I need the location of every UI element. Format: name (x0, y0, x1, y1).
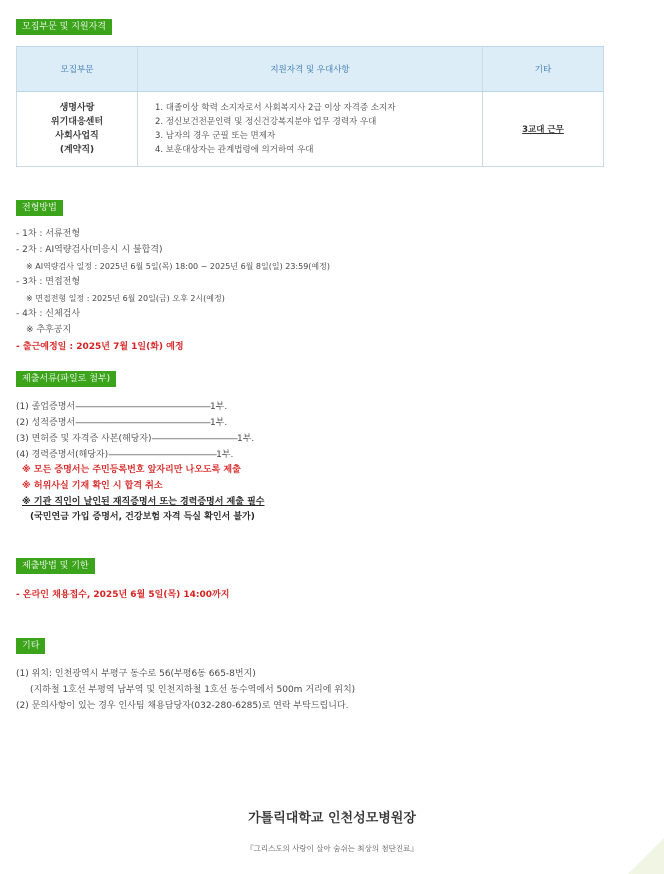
process-step-4-note: ※ 추후공지 (26, 325, 72, 335)
hospital-director-title: 가톨릭대학교 인천성모병원장 (248, 811, 416, 826)
recruit-table (16, 46, 604, 167)
requirement-item: 4. 보훈대상자는 관계법령에 의거하여 우대 (155, 145, 314, 155)
requirement-item: 3. 남자의 경우 군필 또는 면제자 (155, 131, 276, 141)
table-row (17, 92, 604, 167)
section-title-documents: 제출서류(파일로 첨부) (16, 371, 116, 387)
requirement-item: 2. 정신보건전문인력 및 정신건강복지분야 업무 경력자 우대 (155, 117, 377, 127)
department-cell (17, 92, 138, 167)
process-step-1: - 1차 : 서류전형 (16, 229, 81, 239)
document-count: 1부. (209, 418, 228, 428)
corner-leaf-decoration (620, 824, 664, 874)
document-item (16, 448, 233, 463)
document-leader: -------------------------------------- (151, 434, 237, 444)
document-note-ssn: ※ 모든 증명서는 주민등록번호 앞자리만 나오도록 제출 (22, 465, 241, 475)
department-line: 생명사랑 (59, 103, 95, 113)
section-title-process: 전형방법 (16, 200, 63, 216)
document-note-exclusion: (국민연금 가입 증명서, 건강보험 자격 득실 확인서 불가) (30, 512, 255, 522)
document-note-career (22, 495, 264, 510)
document-leader: ------------------------------------------------------------ (75, 402, 210, 412)
shift-note: 3교대 근무 (522, 125, 564, 135)
department-line: 위기대응센터 (50, 117, 104, 127)
requirements-cell (138, 92, 483, 167)
document-leader: ------------------------------------------------------------ (75, 418, 210, 428)
document-item (16, 416, 227, 431)
requirements-list (139, 101, 481, 157)
table-header-department: 모집부문 (17, 47, 138, 92)
document-name: (2) 성적증명서 (16, 418, 76, 428)
document-item (16, 400, 227, 415)
etc-location-detail: (지하철 1호선 부평역 남부역 및 인천지하철 1호선 동수역에서 500m 거리에 위치) (30, 685, 356, 695)
process-step-4: - 4차 : 신체검사 (16, 309, 81, 319)
start-date: - 출근예정일 : 2025년 7월 1일(화) 예정 (16, 342, 184, 352)
section-title-recruit: 모집부문 및 지원자격 (16, 19, 112, 35)
document-count: 1부. (216, 450, 234, 460)
document-note-career-text: ※ 기관 직인이 날인된 재직증명서 또는 경력증명서 제출 필수 (22, 497, 265, 507)
requirement-item: 1. 대졸이상 학력 소지자로서 사회복지사 2급 이상 자격증 소지자 (155, 103, 396, 113)
process-step-3-note: ※ 면접전형 일정 : 2025년 6월 20일(금) 오후 2시(예정) (26, 294, 225, 303)
submission-deadline: - 온라인 채용접수, 2025년 6월 5일(목) 14:00까지 (16, 590, 230, 600)
process-step-3: - 3차 : 면접전형 (16, 277, 81, 287)
table-header-requirements: 지원자격 및 우대사항 (138, 47, 483, 92)
hospital-slogan: 『그리스도의 사랑이 살아 숨쉬는 최상의 첨단진료』 (246, 844, 418, 853)
document-name: (4) 경력증명서(해당자) (16, 450, 109, 460)
table-header-etc: 기타 (483, 47, 604, 92)
document-leader: ------------------------------------------------ (108, 450, 217, 460)
process-step-2-note: ※ AI역량검사 일정 : 2025년 6월 5일(목) 18:00 ~ 2025년 6월 8일(일) 23:59(예정) (26, 262, 331, 271)
document-item (16, 432, 254, 447)
section-title-etc: 기타 (16, 638, 45, 654)
department-line: 사회사업직 (55, 131, 99, 141)
etc-cell (483, 92, 604, 167)
document-note-false-info: ※ 허위사실 기재 확인 시 합격 취소 (22, 481, 163, 491)
process-step-2: - 2차 : AI역량검사(미응시 시 불합격) (16, 245, 163, 255)
department-line: (계약직) (59, 145, 95, 155)
document-name: (1) 졸업증명서 (16, 402, 76, 412)
document-count: 1부. (209, 402, 228, 412)
etc-location: (1) 위치: 인천광역시 부평구 동수로 56(부평6동 665-8번지) (16, 669, 256, 679)
document-count: 1부. (236, 434, 255, 444)
document-name: (3) 면허증 및 자격증 사본(해당자) (16, 434, 152, 444)
section-title-submission: 제출방법 및 기한 (16, 558, 95, 574)
etc-contact: (2) 문의사항이 있는 경우 인사팀 채용담당자(032-280-6285)로 연락 부탁드립니다. (16, 701, 349, 711)
table-header-row (17, 47, 604, 92)
